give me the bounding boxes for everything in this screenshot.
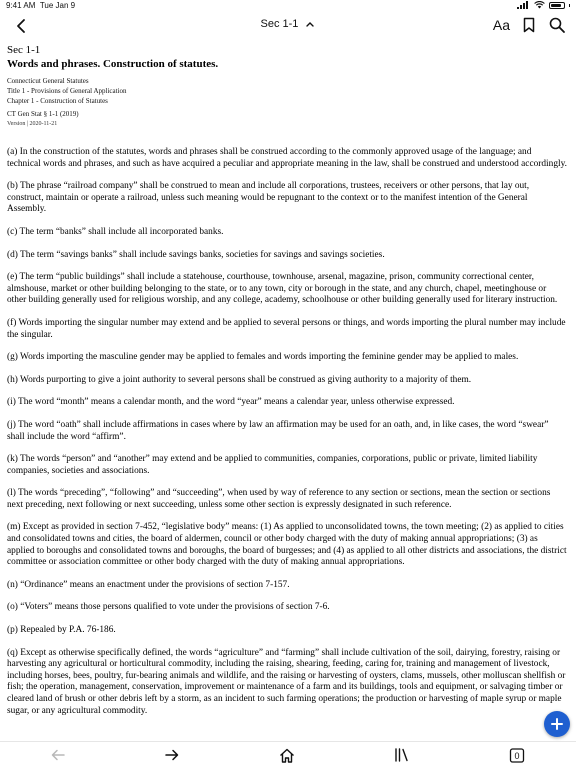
paragraph: (c) The term “banks” shall include all incorporated banks. [7, 226, 224, 237]
battery-icon [549, 2, 565, 9]
status-bar [0, 0, 576, 12]
section-title-dropdown[interactable] [0, 18, 576, 30]
bottom-toolbar [0, 741, 576, 768]
paragraph: (d) The term “savings banks” shall include savings banks, societies for savings and savings societies. [7, 249, 385, 260]
status-clock: 9:41 AM [6, 1, 36, 10]
paragraph: (h) Words purporting to give a joint authority to several persons shall be construed as giving authority to a majority of them. [7, 374, 472, 385]
status-time [6, 1, 75, 10]
forward-button[interactable] [162, 747, 182, 763]
source-line: Connecticut General Statutes [7, 77, 89, 85]
plus-icon [550, 717, 564, 731]
nav-title-text: Sec 1-1 [260, 18, 299, 30]
add-button[interactable] [544, 711, 570, 737]
citation-line: CT Gen Stat § 1-1 (2019) [7, 110, 79, 118]
paragraph: (k) The words “person” and “another” may extend and be applied to communities, companies, corporations, public or private, limited liability companies, societies and associations. [7, 454, 538, 476]
nav-bar [0, 12, 576, 40]
back-button[interactable] [48, 747, 68, 763]
paragraph: (o) “Voters” means those persons qualified to vote under the provisions of section 7-6. [7, 602, 330, 613]
tabs-button[interactable] [507, 747, 527, 763]
paragraph: (m) Except as provided in section 7-452, “legislative body” means: (1) As applied to unconsolidated towns, the town meeting; (2) as applied to cities and consolidated towns and cities, the board of aldermen, council or other body charged with the duty of making annual appropriations; (3) as applied to boroughs and consolidated towns and boroughs, the board of burgesses; and (4) as applied to all other districts and associations, the district committee or association committee or other body charged with the duty of making annual appropriations. [7, 522, 567, 568]
paragraph: (j) The word “oath” shall include affirmations in cases where by law an affirmation may be used for an oath, and, in like cases, the word “swear” shall include the word “affirm”. [7, 419, 549, 442]
paragraph: (p) Repealed by P.A. 76-186. [7, 625, 116, 636]
home-button[interactable] [277, 747, 297, 763]
paragraph: (q) Except as otherwise specifically defined, the words “agriculture” and “farming” shall include cultivation of the soil, dairying, forestry, raising or harvesting any agricultural or horticultural commodity, including the raising, shearing, feeding, caring for, training and management of livestock, including horses, bees, poultry, fur-bearing animals and wildlife, and the raising or harvesting of oysters, clams, mussels, other molluscan shellfish or fish; the operation, management, conservation, improvement or maintenance of a farm and its buildings, tools and equipment, or salvaging timber or cleared land of brush or other debris left by a storm, as an incident to such farming operations; the production or harvesting of maple syrup or maple sugar, or any agricultural commodity. [7, 647, 566, 716]
tabs-count: 0 [514, 750, 520, 761]
title-line: Title 1 - Provisions of General Application [7, 87, 127, 95]
arrow-left-icon [51, 749, 65, 761]
text-size-button[interactable]: Aa [492, 17, 510, 33]
status-date: Tue Jan 9 [39, 1, 76, 10]
wifi-icon [534, 1, 545, 9]
paragraph: (f) Words importing the singular number may extend and be applied to several persons or things, and words importing the plural number may include the singular. [7, 317, 566, 340]
paragraph: (n) “Ordinance” means an enactment under the provisions of section 7-157. [7, 579, 290, 590]
arrow-right-icon [165, 749, 179, 761]
library-icon [394, 748, 410, 762]
paragraph: (b) The phrase “railroad company” shall be construed to mean and include all corporations, trustees, receivers or other persons, that lay out, construct, maintain or operate a railroad, unless such meaning would be repugnant to the context or to the manifest intention of the General Assembly. [7, 181, 530, 215]
section-label: Sec 1-1 [7, 44, 41, 56]
statute-document[interactable] [7, 40, 567, 742]
home-icon [279, 748, 295, 763]
status-icons [517, 1, 570, 9]
paragraph-list [7, 147, 567, 717]
search-icon[interactable] [548, 16, 566, 34]
bookmark-icon[interactable] [520, 16, 538, 34]
chapter-line: Chapter 1 - Construction of Statutes [7, 97, 108, 105]
tabs-icon [509, 748, 525, 763]
paragraph: (l) The words “preceding”, “following” and “succeeding”, when used by way of reference to any section or sections, mean the section or sections next preceding, next following or next succeeding, unless some other section is expressly designated in such reference. [7, 488, 551, 510]
paragraph: (e) The term “public buildings” shall include a statehouse, courthouse, townhouse, arsenal, magazine, prison, community correctional center, almshouse, market or other building belonging to the state, or to any town, city or borough in the state, and any church, chapel, meetinghouse or other building generally used for religious worship, and any college, academy, schoolhouse or other building generally used for literary instruction. [7, 272, 558, 306]
section-heading: Words and phrases. Construction of statutes. [7, 58, 219, 70]
version-line: Version | 2020-11-21 [7, 121, 58, 127]
cellular-signal-icon [517, 1, 530, 9]
paragraph: (g) Words importing the masculine gender may be applied to females and words importing the feminine gender may be applied to males. [7, 352, 519, 363]
chevron-up-icon [305, 20, 315, 28]
paragraph: (i) The word “month” means a calendar month, and the word “year” means a calendar year, unless otherwise expressed. [7, 397, 455, 408]
nav-actions [493, 16, 566, 34]
library-button[interactable] [392, 747, 412, 763]
paragraph: (a) In the construction of the statutes, words and phrases shall be construed according to the commonly approved usage of the language; and technical words and phrases, and such as have acquired a peculiar and appropriate meaning in the law, shall be construed and understood accordingly. [7, 147, 567, 169]
